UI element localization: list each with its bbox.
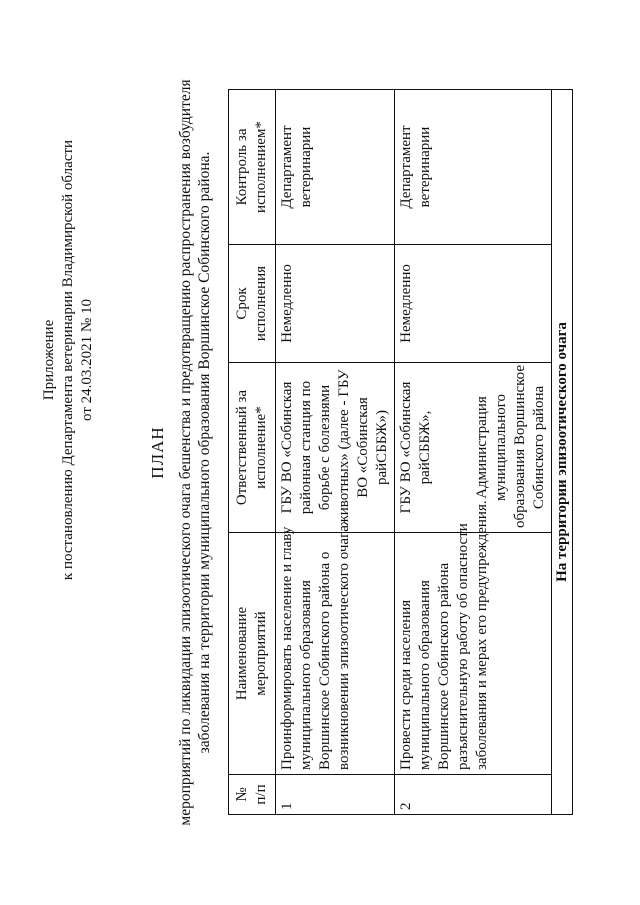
table-row: [395, 90, 552, 815]
row-number: 1: [276, 775, 395, 815]
appendix-line: от 24.03.2021 № 10: [79, 299, 95, 421]
table-section-row: [552, 90, 573, 815]
row-term: Немедленно: [276, 245, 395, 363]
row-number: 2: [395, 775, 552, 815]
plan-table: [228, 89, 573, 815]
appendix-line: Приложение: [41, 319, 57, 401]
appendix-line: к постановлению Департамента ветеринарии Владимирской области: [60, 139, 76, 581]
row-control: Департамент ветеринарии: [395, 90, 552, 245]
subtitle-line: заболевания на территории муниципального образования Воршинское Собинского района.: [196, 151, 213, 754]
row-term: Немедленно: [395, 245, 552, 363]
table-header-row: [229, 90, 276, 815]
header-action: Наименование мероприятий: [229, 533, 276, 775]
header-responsible: Ответственный за исполнение*: [229, 363, 276, 533]
plan-subtitle: [176, 60, 214, 845]
section-heading: На территории эпизоотического очага: [552, 90, 573, 815]
plan-title-block: [148, 60, 214, 845]
header-num: № п/п: [229, 775, 276, 815]
header-control: Контроль за исполнением*: [229, 90, 276, 245]
row-action: Провести среди населения муниципального образования Воршинское Собинского района разъяснительную работу об опасности заболевания и мерах его предупреждения.: [395, 533, 552, 775]
row-control: Департамент ветеринарии: [276, 90, 395, 245]
plan-title: ПЛАН: [148, 426, 167, 479]
row-action: Проинформировать население и главу муниципального образования Воршинское Собинского района о возникновении эпизоотического очага: [276, 533, 395, 775]
table-row: [276, 90, 395, 815]
row-responsible: ГБУ ВО «Собинская районная станция по борьбе с болезнями животных» (далее - ГБУ ВО «Собинская райСББЖ»): [276, 363, 395, 533]
row-responsible: ГБУ ВО «Собинская райСББЖ», Администрация муниципального образования Воршинское Собинского района: [395, 363, 552, 533]
subtitle-line: мероприятий по ликвидации эпизоотического очага бешенства и предотвращению распространения возбудителя: [177, 79, 194, 826]
appendix-header: [40, 80, 97, 640]
header-term: Срок исполнения: [229, 245, 276, 363]
